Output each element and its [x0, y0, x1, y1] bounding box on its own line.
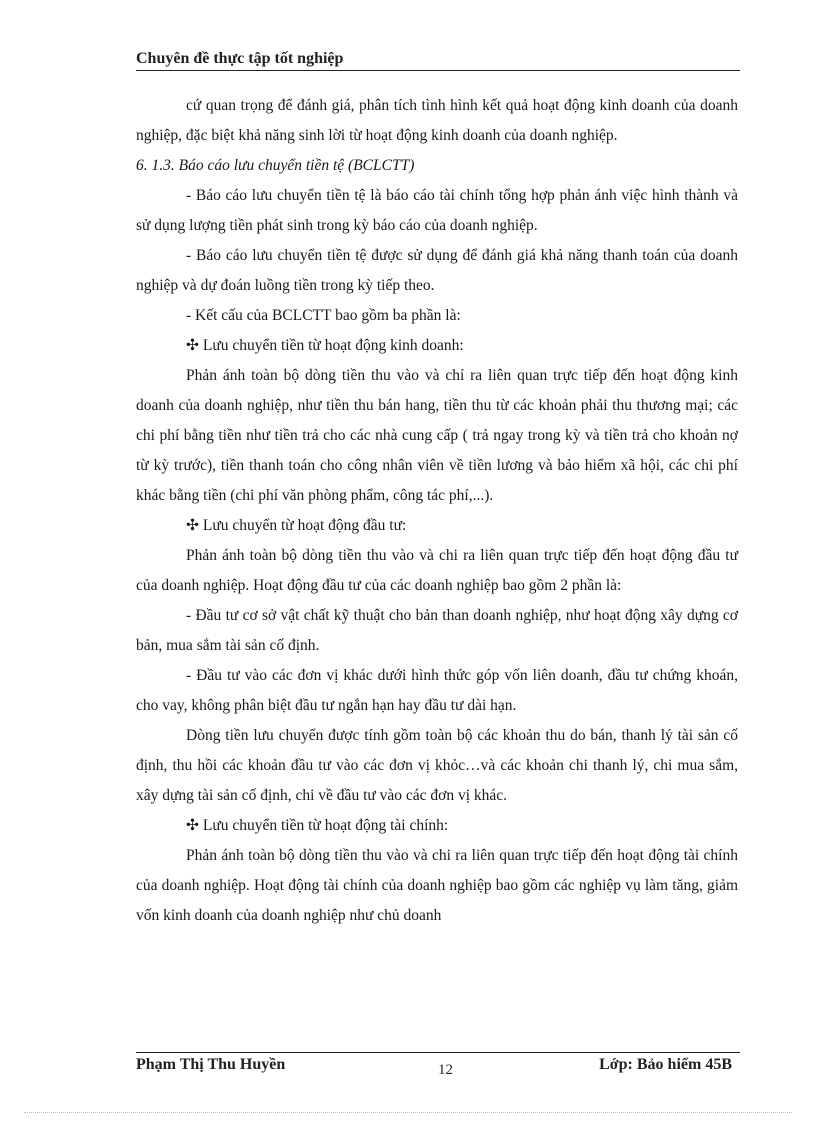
paragraph-1: cứ quan trọng để đánh giá, phân tích tình hình kết quả hoạt động kinh doanh của doanh nghiệp, đặc biệt khả năng sinh lời từ hoạt động kinh doanh của doanh nghiệp.	[136, 97, 738, 144]
subheading-financing: ✣ Lưu chuyển tiền từ hoạt động tài chính:	[186, 817, 449, 834]
paragraph-4: - Kết cấu của BCLCTT bao gồm ba phần là:	[186, 307, 461, 324]
subheading-operating: ✣ Lưu chuyển tiền từ hoạt động kinh doanh:	[186, 337, 464, 354]
page-number: 12	[438, 1062, 453, 1078]
footer-author: Phạm Thị Thu Huyền	[136, 1056, 286, 1073]
paragraph-7: - Đầu tư cơ sở vật chất kỹ thuật cho bản than doanh nghiệp, như hoạt động xây dựng cơ bản, mua sắm tài sản cố định.	[136, 607, 738, 654]
document-body	[136, 91, 738, 931]
paragraph-3: - Báo cáo lưu chuyển tiền tệ được sử dụng để đánh giá khả năng thanh toán của doanh nghiệp và dự đoán luồng tiền trong kỳ tiếp theo.	[136, 247, 738, 294]
subheading-investing: ✣ Lưu chuyển từ hoạt động đầu tư:	[186, 517, 407, 534]
footer-divider	[136, 1052, 740, 1053]
paragraph-9: Dòng tiền lưu chuyển được tính gồm toàn bộ các khoản thu do bán, thanh lý tài sản cố định, thu hồi các khoản đầu tư vào các đơn vị khỏc…và các khoản chi thanh lý, chi mua sắm, xây dựng tài sản cố định, chi về đầu tư vào các đơn vị khác.	[136, 727, 738, 804]
header-title: Chuyên đề thực tập tốt nghiệp	[136, 50, 344, 67]
section-heading: 6. 1.3. Báo cáo lưu chuyển tiền tệ (BCLCTT)	[136, 157, 415, 174]
paragraph-5: Phản ánh toàn bộ dòng tiền thu vào và chỉ ra liên quan trực tiếp đến hoạt động kinh doanh của doanh nghiệp, như tiền thu bán hang, tiền thu từ các khoản phải thu thương mại; các chi phí bằng tiền như tiền trả cho các nhà cung cấp ( trả ngay trong kỳ và tiền trả cho khoản nợ từ kỳ trước), tiền thanh toán cho công nhân viên về tiền lương và bảo hiểm xã hội, các chi phí khác bằng tiền (chi phí văn phòng phẩm, công tác phí,...).	[136, 367, 738, 504]
paragraph-6: Phản ánh toàn bộ dòng tiền thu vào và chi ra liên quan trực tiếp đến hoạt động đầu tư của doanh nghiệp. Hoạt động đầu tư của các doanh nghiệp bao gồm 2 phần là:	[136, 547, 738, 594]
header-divider	[136, 70, 740, 71]
paragraph-2: - Báo cáo lưu chuyển tiền tệ là báo cáo tài chính tổng hợp phản ánh việc hình thành và sử dụng lượng tiền phát sinh trong kỳ báo cáo của doanh nghiệp.	[136, 187, 738, 234]
page-edge-dotted-line	[24, 1112, 792, 1113]
paragraph-8: - Đầu tư vào các đơn vị khác dưới hình thức góp vốn liên doanh, đầu tư chứng khoán, cho vay, không phân biệt đầu tư ngắn hạn hay đầu tư dài hạn.	[136, 667, 738, 714]
footer-class: Lớp: Bảo hiểm 45B	[599, 1056, 732, 1073]
paragraph-10: Phản ánh toàn bộ dòng tiền thu vào và chi ra liên quan trực tiếp đến hoạt động tài chính của doanh nghiệp. Hoạt động tài chính của doanh nghiệp bao gồm các nghiệp vụ làm tăng, giảm vốn kinh doanh của doanh nghiệp như chủ doanh	[136, 847, 738, 924]
